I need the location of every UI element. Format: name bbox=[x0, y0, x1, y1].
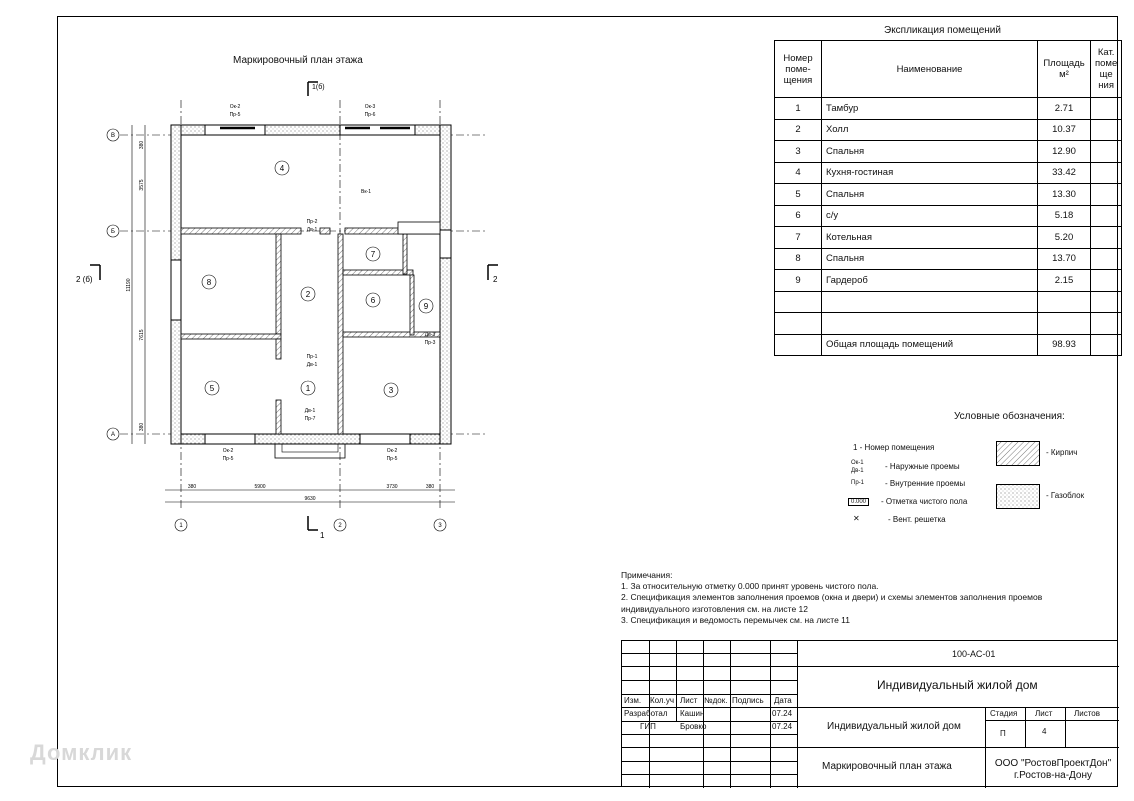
legend-int-label: - Внутренние проемы bbox=[885, 479, 966, 488]
svg-text:Пр-7: Пр-7 bbox=[304, 416, 316, 422]
svg-text:1: 1 bbox=[320, 531, 325, 540]
svg-text:6: 6 bbox=[370, 296, 376, 305]
table-row: 4 Кухня-гостиная 33.42 bbox=[775, 162, 1122, 184]
svg-text:Пр-5: Пр-5 bbox=[386, 456, 398, 462]
name-developer: Кашин bbox=[680, 709, 705, 718]
col-izm: Изм. bbox=[624, 696, 642, 705]
sheet-value: 4 bbox=[1042, 727, 1047, 736]
svg-text:1: 1 bbox=[179, 523, 183, 529]
svg-text:5900: 5900 bbox=[254, 484, 266, 490]
table-row: 1 Тамбур 2.71 bbox=[775, 98, 1122, 120]
svg-text:2 (б): 2 (б) bbox=[76, 275, 93, 284]
sheets-label: Листов bbox=[1074, 709, 1100, 718]
explication-table bbox=[774, 40, 1122, 356]
notes-title: Примечания: bbox=[621, 570, 673, 580]
svg-text:5: 5 bbox=[209, 384, 215, 393]
svg-text:В: В bbox=[110, 133, 116, 139]
svg-text:Пр-5: Пр-5 bbox=[222, 456, 234, 462]
table-row: 3 Спальня 12.90 bbox=[775, 141, 1122, 163]
sheet-name: Маркировочный план этажа bbox=[822, 761, 952, 772]
section-top-label: 1(б) bbox=[312, 84, 325, 91]
legend-floor-mark: 0.000 bbox=[848, 498, 869, 506]
svg-text:Ок-2: Ок-2 bbox=[386, 448, 398, 454]
svg-text:Дв-1: Дв-1 bbox=[306, 227, 318, 233]
stage-value: П bbox=[1000, 729, 1006, 738]
vent-icon: ✕ bbox=[853, 514, 860, 523]
legend-ext-label: - Наружные проемы bbox=[885, 462, 960, 471]
svg-text:Вк-1: Вк-1 bbox=[361, 189, 371, 195]
svg-text:7615: 7615 bbox=[139, 329, 145, 341]
col-header-area: Площадь м² bbox=[1038, 41, 1091, 98]
gasblock-swatch-icon bbox=[996, 484, 1040, 509]
organization: ООО "РостовПроектДон" г.Ростов-на-Дону bbox=[994, 758, 1112, 781]
date-developer: 07.24 bbox=[772, 709, 793, 718]
svg-text:Ок-2: Ок-2 bbox=[222, 448, 234, 454]
svg-text:Пр-1: Пр-1 bbox=[306, 354, 318, 360]
note-line: 2. Спецификация элементов заполнения проемов (окна и двери) и схемы элементов заполнения проемов bbox=[621, 592, 1043, 603]
building-name: Индивидуальный жилой дом bbox=[827, 721, 961, 732]
table-row: 2 Холл 10.37 bbox=[775, 119, 1122, 141]
role-developer: Разработал bbox=[624, 709, 668, 718]
svg-text:Ок-3: Ок-3 bbox=[364, 104, 376, 110]
explication-title: Экспликация помещений bbox=[884, 25, 1001, 36]
object-name: Индивидуальный жилой дом bbox=[877, 678, 1038, 692]
sheet-label: Лист bbox=[1035, 709, 1053, 718]
svg-text:2: 2 bbox=[305, 290, 311, 299]
room-num-4: 4 bbox=[279, 164, 285, 173]
table-row: 5 Спальня 13.30 bbox=[775, 184, 1122, 206]
col-doc: №док. bbox=[704, 696, 728, 705]
svg-text:3: 3 bbox=[438, 523, 442, 529]
svg-text:Ок-2: Ок-2 bbox=[229, 104, 241, 110]
svg-text:Пр-3: Пр-3 bbox=[424, 340, 436, 346]
legend-title: Условные обозначения: bbox=[954, 411, 1065, 422]
brick-swatch-icon bbox=[996, 441, 1040, 466]
table-row: 7 Котельная 5.20 bbox=[775, 227, 1122, 249]
svg-text:Пр-5: Пр-5 bbox=[229, 112, 241, 118]
note-line: 1. За относительную отметку 0.000 принят уровень чистого пола. bbox=[621, 581, 879, 592]
table-row: 6 с/у 5.18 bbox=[775, 205, 1122, 227]
col-date: Дата bbox=[774, 696, 792, 705]
svg-text:9: 9 bbox=[423, 302, 429, 311]
table-row: 8 Спальня 13.70 bbox=[775, 248, 1122, 270]
svg-text:Дв-1: Дв-1 bbox=[306, 362, 318, 368]
svg-text:7: 7 bbox=[370, 250, 376, 259]
svg-text:8: 8 bbox=[206, 278, 212, 287]
stage-label: Стадия bbox=[990, 709, 1018, 718]
table-row-total: Общая площадь помещений 98.93 bbox=[775, 334, 1122, 356]
col-list: Лист bbox=[680, 696, 698, 705]
legend-gas-label: - Газоблок bbox=[1046, 491, 1085, 500]
svg-text:380: 380 bbox=[139, 422, 145, 432]
svg-text:2: 2 bbox=[493, 275, 498, 284]
doc-code: 100-АС-01 bbox=[952, 649, 996, 659]
svg-text:Дв-3: Дв-3 bbox=[424, 332, 436, 338]
role-gip: ГИП bbox=[640, 722, 656, 731]
name-gip: Бровко bbox=[680, 722, 707, 731]
col-header-name: Наименование bbox=[822, 41, 1038, 98]
svg-text:2: 2 bbox=[338, 523, 342, 529]
legend-vent-label: - Вент. решетка bbox=[888, 515, 946, 524]
svg-text:А: А bbox=[110, 432, 116, 438]
notes bbox=[621, 570, 1091, 626]
legend-floor-label: - Отметка чистого пола bbox=[881, 497, 968, 506]
table-row-empty bbox=[775, 313, 1122, 335]
svg-text:Пр-2: Пр-2 bbox=[306, 219, 318, 225]
legend-ext-codes: Ок-1 Дв-1 bbox=[851, 460, 864, 474]
svg-text:3575: 3575 bbox=[139, 179, 145, 191]
col-header-cat: Кат. поме ще ния bbox=[1091, 41, 1122, 98]
col-sign: Подпись bbox=[732, 696, 764, 705]
svg-text:380: 380 bbox=[187, 484, 197, 490]
svg-text:380: 380 bbox=[139, 140, 145, 150]
title-block bbox=[621, 640, 1118, 787]
legend-int-code: Пр-1 bbox=[851, 480, 864, 486]
watermark-logo: Домклик bbox=[30, 740, 133, 765]
col-kol: Кол.уч bbox=[650, 696, 674, 705]
col-header-num: Номер поме-щения bbox=[775, 41, 822, 98]
note-line: 3. Спецификация и ведомость перемычек см. на листе 11 bbox=[621, 614, 850, 625]
svg-text:9630: 9630 bbox=[304, 496, 316, 502]
svg-text:Б: Б bbox=[111, 229, 115, 235]
svg-text:Пр-6: Пр-6 bbox=[364, 112, 376, 118]
note-line: индивидуального изготовления см. на листе 12 bbox=[621, 603, 809, 614]
svg-text:3730: 3730 bbox=[386, 484, 398, 490]
plan-title: Маркировочный план этажа bbox=[233, 55, 363, 66]
svg-text:Дв-1: Дв-1 bbox=[304, 408, 316, 414]
table-row: 9 Гардероб 2.15 bbox=[775, 270, 1122, 292]
table-row-empty bbox=[775, 291, 1122, 313]
legend-brick-label: - Кирпич bbox=[1046, 448, 1078, 457]
date-gip: 07.24 bbox=[772, 722, 793, 731]
svg-text:11190: 11190 bbox=[126, 278, 132, 292]
svg-text:380: 380 bbox=[425, 484, 435, 490]
svg-text:3: 3 bbox=[388, 386, 394, 395]
svg-text:1: 1 bbox=[305, 384, 311, 393]
floor-plan bbox=[70, 70, 550, 550]
legend-room-number: 1 - Номер помещения bbox=[853, 443, 935, 452]
